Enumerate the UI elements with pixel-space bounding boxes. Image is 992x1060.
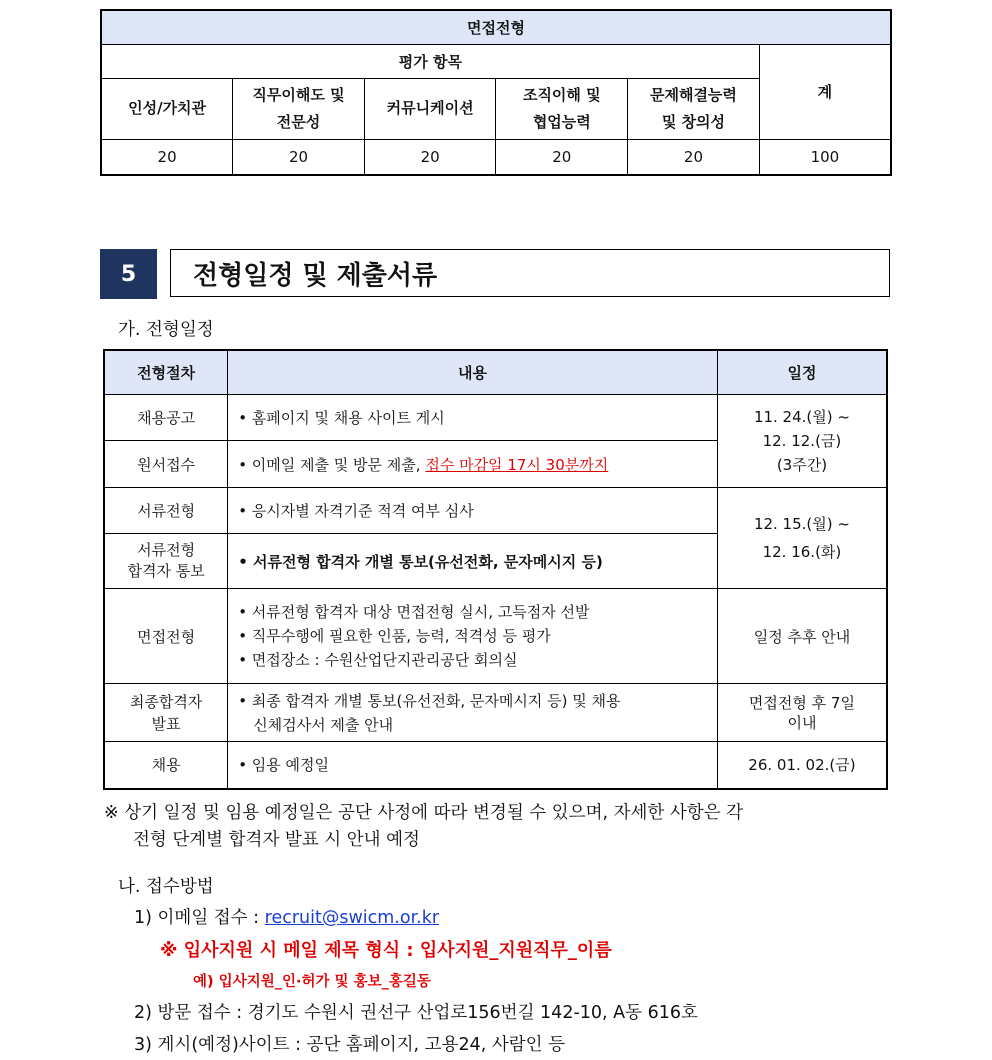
interview-table-title: 면접전형 — [101, 10, 891, 44]
total-header: 계 — [759, 44, 891, 139]
eval-item: 커뮤니케이션 — [364, 78, 496, 139]
content-cell: • 서류전형 합격자 개별 통보(유선전화, 문자메시지 등) — [228, 534, 718, 589]
step-cell: 채용 — [104, 742, 228, 789]
col-header-step: 전형절차 — [104, 350, 228, 395]
step-cell: 채용공고 — [104, 395, 228, 441]
date-cell: 11. 24.(월) ~ 12. 12.(금) (3주간) — [717, 395, 887, 488]
eval-item: 문제해결능력 및 창의성 — [628, 78, 760, 139]
eval-item: 인성/가치관 — [101, 78, 233, 139]
eval-item: 직무이해도 및 전문성 — [233, 78, 365, 139]
visit-apply-line: 2) 방문 접수 : 경기도 수원시 권선구 산업로156번길 142-10, A동 616호 — [134, 1003, 698, 1023]
date-cell: 일정 추후 안내 — [717, 589, 887, 684]
eval-total: 100 — [759, 139, 891, 175]
date-cell: 면접전형 후 7일 이내 — [717, 684, 887, 742]
content-cell: • 이메일 제출 및 방문 제출, 접수 마감일 17시 30분까지 — [228, 441, 718, 488]
email-subject-example: 예) 입사지원_인·허가 및 홍보_홍길동 — [193, 974, 431, 990]
date-cell: 12. 15.(월) ~ 12. 16.(화) — [717, 488, 887, 589]
content-cell: • 응시자별 자격기준 적격 여부 심사 — [228, 488, 718, 534]
schedule-note-line2: 전형 단계별 합격자 발표 시 안내 예정 — [133, 830, 420, 850]
deadline-text: 접수 마감일 17시 30분까지 — [425, 455, 609, 474]
schedule-subheading: 가. 전형일정 — [118, 320, 214, 340]
step-cell: 서류전형 — [104, 488, 228, 534]
table-row — [104, 684, 887, 742]
schedule-table — [103, 349, 888, 790]
schedule-note-line1: ※ 상기 일정 및 임용 예정일은 공단 사정에 따라 변경될 수 있으며, 자세한 사항은 각 — [104, 803, 744, 823]
table-row — [104, 589, 887, 684]
eval-item: 조직이해 및 협업능력 — [496, 78, 628, 139]
eval-score: 20 — [101, 139, 233, 175]
posting-sites-line: 3) 게시(예정)사이트 : 공단 홈페이지, 고용24, 사람인 등 — [134, 1035, 566, 1055]
section-title: 전형일정 및 제출서류 — [170, 249, 890, 297]
table-row — [104, 488, 887, 534]
email-subject-rule: ※ 입사지원 시 메일 제목 형식 : 입사지원_지원직무_이름 — [160, 940, 612, 961]
step-cell: 면접전형 — [104, 589, 228, 684]
table-row — [104, 395, 887, 441]
method-subheading: 나. 접수방법 — [118, 877, 214, 897]
content-cell: • 홈페이지 및 채용 사이트 게시 — [228, 395, 718, 441]
content-cell: • 최종 합격자 개별 통보(유선전화, 문자메시지 등) 및 채용 신체검사서 제출 안내 — [228, 684, 718, 742]
content-cell: • 서류전형 합격자 대상 면접전형 실시, 고득점자 선발 • 직무수행에 필요한 인품, 능력, 적격성 등 평가 • 면접장소 : 수원산업단지관리공단 회의실 — [228, 589, 718, 684]
table-row — [104, 742, 887, 789]
step-cell: 최종합격자 발표 — [104, 684, 228, 742]
col-header-content: 내용 — [228, 350, 718, 395]
eval-score: 20 — [628, 139, 760, 175]
col-header-date: 일정 — [717, 350, 887, 395]
date-cell: 26. 01. 02.(금) — [717, 742, 887, 789]
eval-score: 20 — [496, 139, 628, 175]
email-link[interactable]: recruit@swicm.or.kr — [264, 908, 440, 928]
email-apply-line: 1) 이메일 접수 : recruit@swicm.or.kr — [134, 908, 440, 928]
content-cell: • 임용 예정일 — [228, 742, 718, 789]
step-cell: 서류전형 합격자 통보 — [104, 534, 228, 589]
eval-score: 20 — [364, 139, 496, 175]
section-number-badge: 5 — [100, 249, 157, 299]
interview-eval-table — [100, 9, 892, 176]
eval-score: 20 — [233, 139, 365, 175]
step-cell: 원서접수 — [104, 441, 228, 488]
eval-items-header: 평가 항목 — [101, 44, 759, 78]
